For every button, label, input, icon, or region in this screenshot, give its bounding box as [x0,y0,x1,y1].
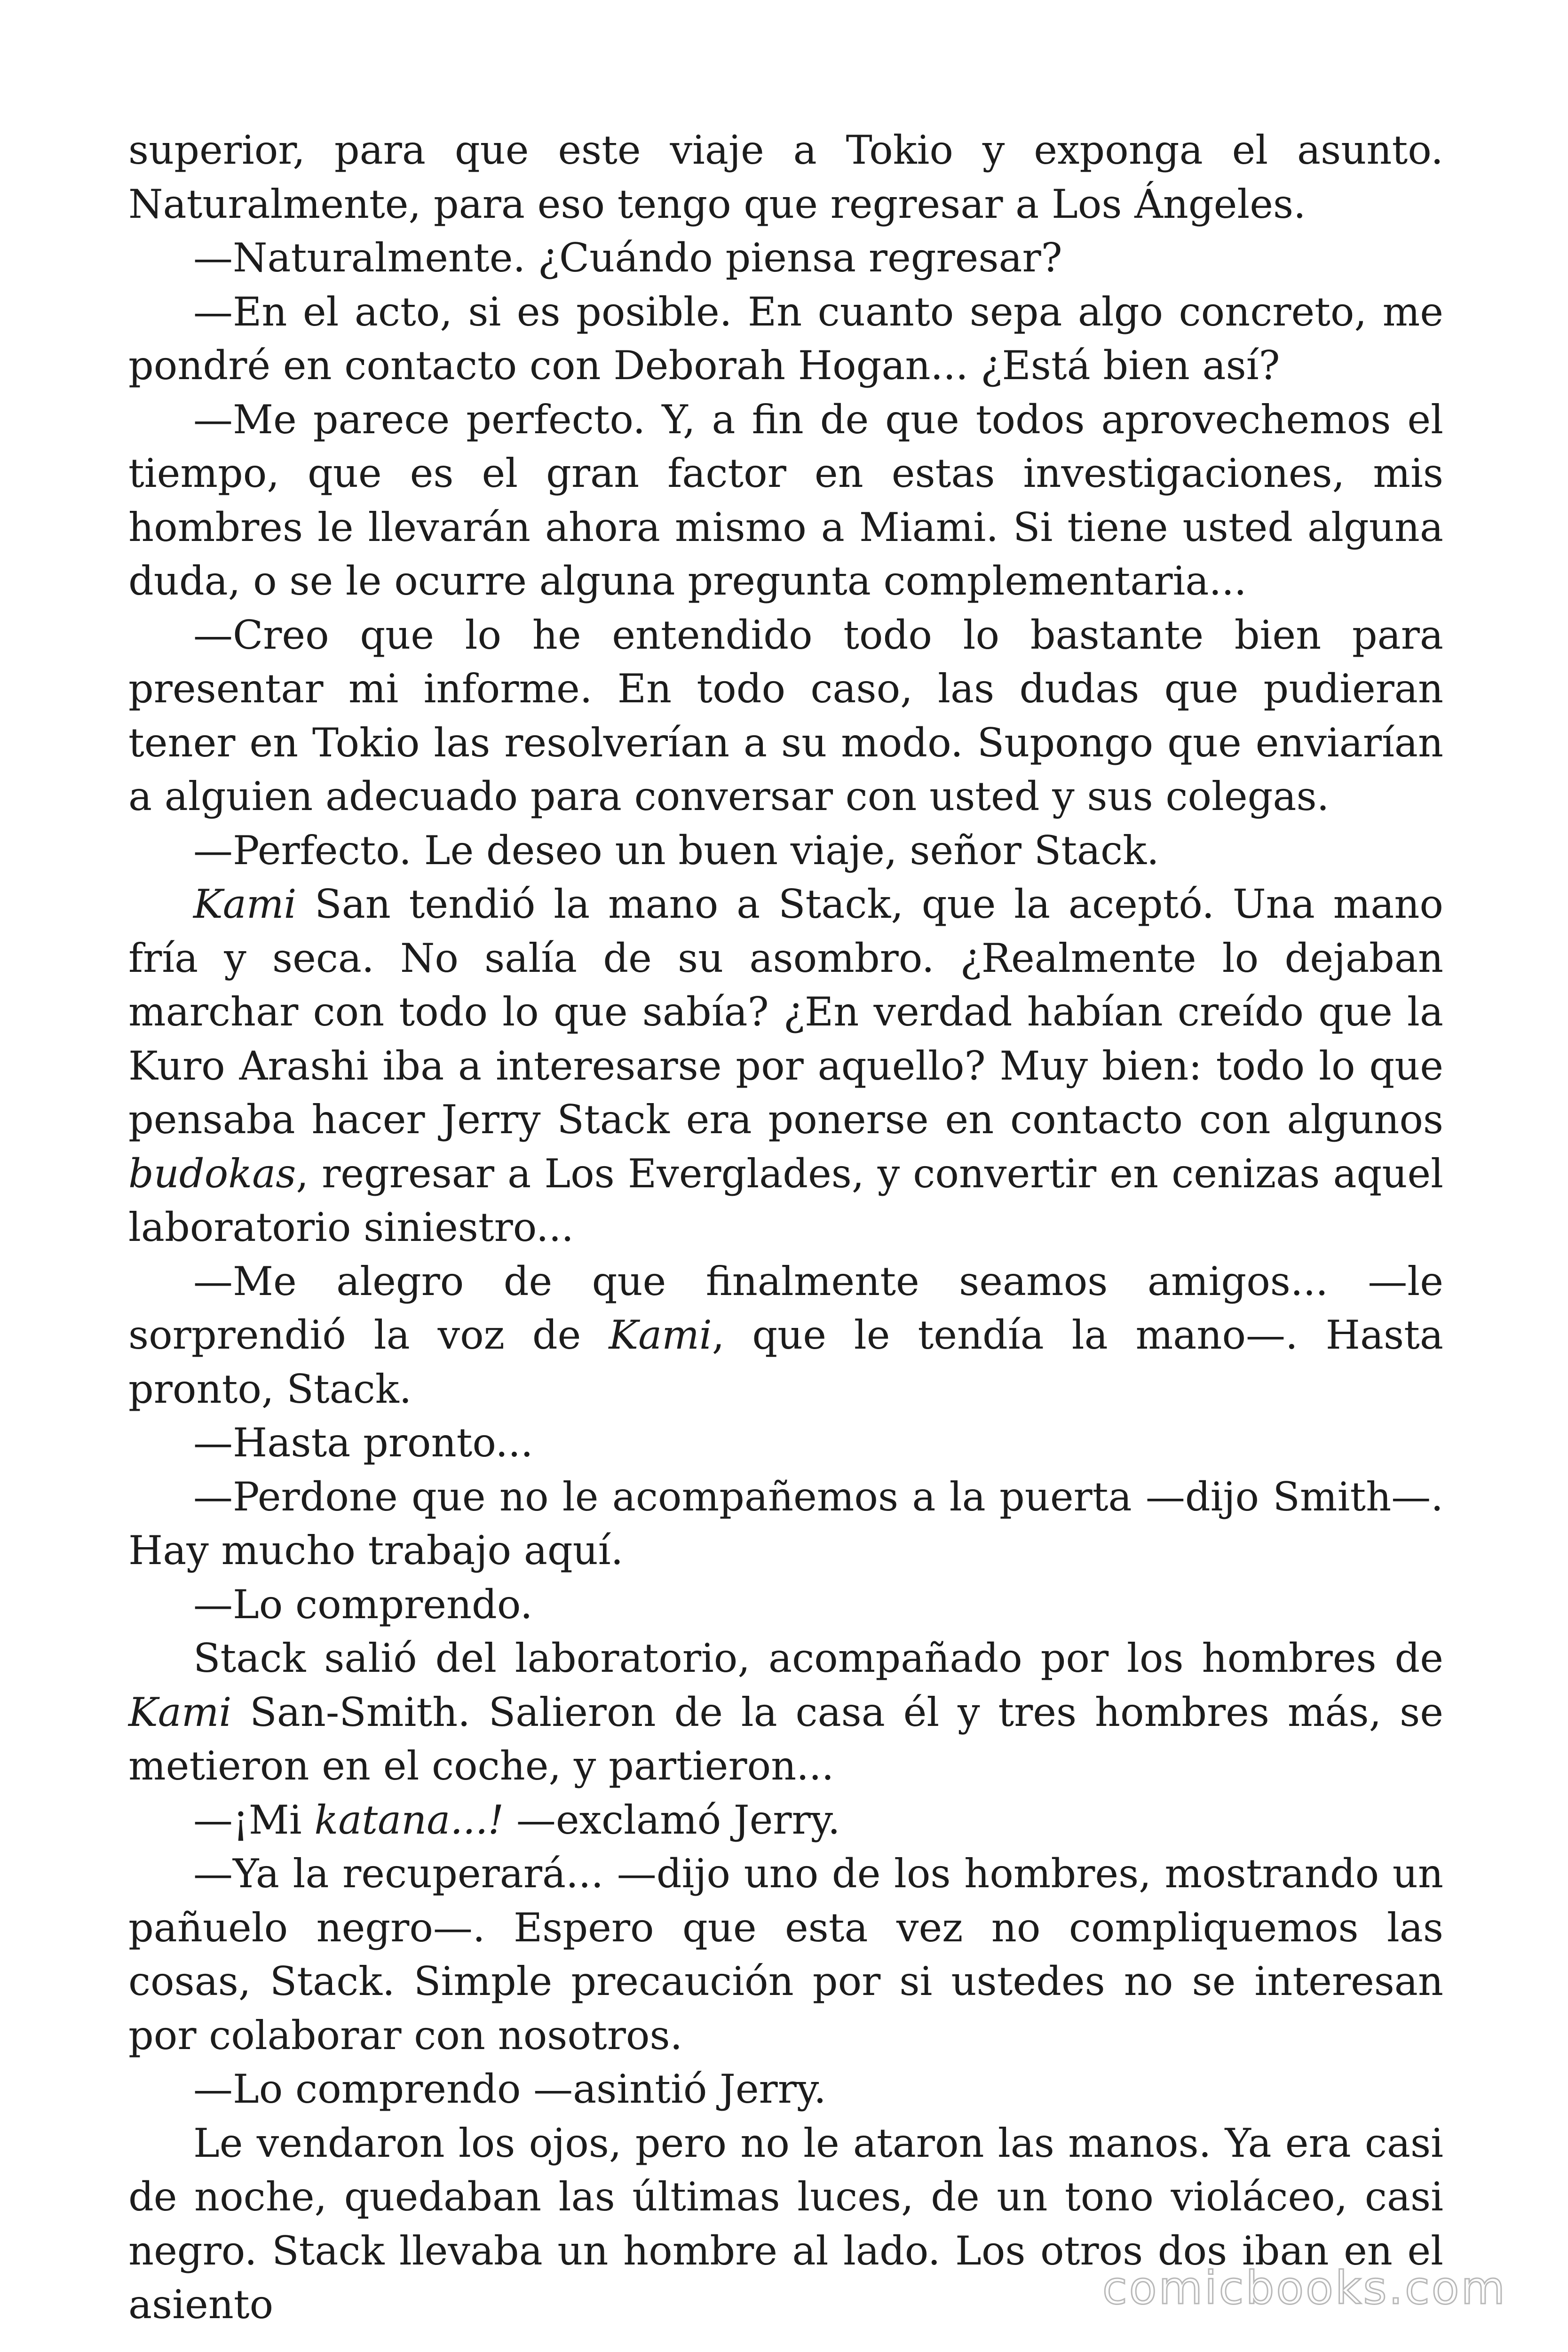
italic-run: budokas [128,1150,296,1197]
text-run: superior, para que este viaje a Tokio y exponga el asunto. Naturalmente, para eso tengo que regresar a Los Ángeles. [128,127,1443,227]
text-run: —En el acto, si es posible. En cuanto sepa algo concreto, me pondré en contacto con Deborah Hogan... ¿Está bien así? [128,288,1443,389]
paragraph-11 [128,1578,1443,1632]
paragraph-1 [128,123,1443,231]
text-run: San tendió la mano a Stack, que la aceptó. Una mano fría y seca. No salía de su asombro. ¿Realmente lo dejaban marchar con todo lo que sabía? ¿En verdad habían creído que la Kuro Arashi iba a interesarse por aquello? Muy bien: todo lo que pensaba hacer Jerry Stack era ponerse en contacto con algunos [128,881,1443,1143]
text-run: —Lo comprendo —asintió Jerry. [193,2066,826,2112]
text-run: —Ya la recuperará... —dijo uno de los hombres, mostrando un pañuelo negro—. Espero que esta vez no compliquemos las cosas, Stack. Simple precaución por si ustedes no se interesan por colaborar con nosotros. [128,1851,1443,2058]
italic-run: Kami [128,1689,232,1735]
text-run: —Perfecto. Le deseo un buen viaje, señor Stack. [193,827,1159,874]
text-run: —Me alegro de que finalmente seamos amigos... —le sorprendió la voz de [128,1258,1443,1358]
text-run: Le vendaron los ojos, pero no le ataron las manos. Ya era casi de noche, quedaban las últimas luces, de un tono violáceo, casi negro. Stack llevaba un hombre al lado. Los otros dos iban en el asiento [128,2120,1443,2328]
paragraph-13 [128,1793,1443,1847]
paragraph-10 [128,1470,1443,1578]
paragraph-7 [128,877,1443,1255]
page-text [128,123,1443,2332]
paragraph-9 [128,1416,1443,1470]
text-run: —Perdone que no le acompañemos a la puerta —dijo Smith—. Hay mucho trabajo aquí. [128,1473,1443,1573]
text-run: —Hasta pronto... [193,1420,533,1466]
text-run: , que le tendía la mano—. Hasta pronto, Stack. [128,1312,1443,1412]
paragraph-4 [128,393,1443,608]
paragraph-14 [128,1847,1443,2062]
paragraph-12 [128,1631,1443,1793]
paragraph-3 [128,285,1443,393]
text-run: —¡Mi [193,1796,315,1843]
text-run: —exclamó Jerry. [504,1796,840,1843]
text-run: —Me parece perfecto. Y, a fin de que todos aprovechemos el tiempo, que es el gran factor en estas investigaciones, mis hombres le llevarán ahora mismo a Miami. Si tiene usted alguna duda, o se le ocurre alguna pregunta complementaria... [128,396,1443,604]
text-run: , regresar a Los Everglades, y convertir en cenizas aquel laboratorio siniestro... [128,1150,1443,1250]
text-run: —Naturalmente. ¿Cuándo piensa regresar? [193,235,1062,281]
paragraph-8 [128,1255,1443,1416]
paragraph-2 [128,231,1443,285]
italic-run: Kami [609,1312,712,1358]
text-run: —Creo que lo he entendido todo lo bastante bien para presentar mi informe. En todo caso, las dudas que pudieran tener en Tokio las resolverían a su modo. Supongo que enviarían a alguien adecuado para conversar con usted y sus colegas. [128,612,1443,819]
paragraph-5 [128,608,1443,824]
paragraph-15 [128,2062,1443,2116]
italic-run: Kami [193,881,297,927]
text-run: San-Smith. Salieron de la casa él y tres hombres más, se metieron en el coche, y partieron... [128,1689,1443,1789]
italic-run: katana...! [314,1796,504,1843]
paragraph-6 [128,824,1443,878]
text-run: —Lo comprendo. [193,1581,533,1628]
watermark: comicbooks.com [1102,2262,1507,2314]
text-run: Stack salió del laboratorio, acompañado por los hombres de [193,1635,1443,1681]
